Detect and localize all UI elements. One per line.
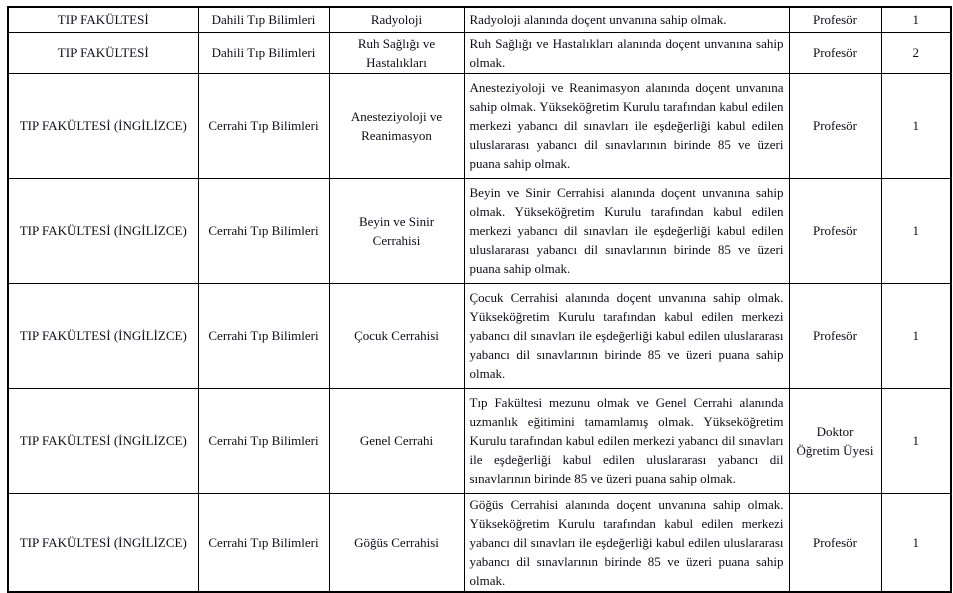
cell-title: Profesör: [789, 178, 881, 283]
cell-requirements: Beyin ve Sinir Cerrahisi alanında doçent unvanına sahip olmak. Yükseköğretim Kurulu tarafından kabul edilen merkezi yabancı dil sınavları ile eşdeğerliği kabul edilen uluslararası yabancı dil sınavlarının birinde 85 ve üzeri puana sahip olmak.: [464, 178, 789, 283]
cell-field: Beyin ve Sinir Cerrahisi: [329, 178, 464, 283]
table-row: [8, 493, 951, 592]
cell-faculty: TIP FAKÜLTESİ (İNGİLİZCE): [8, 283, 198, 388]
table-body: [8, 7, 951, 592]
cell-count: 1: [881, 178, 951, 283]
cell-faculty: TIP FAKÜLTESİ (İNGİLİZCE): [8, 178, 198, 283]
cell-count: 1: [881, 283, 951, 388]
cell-title: Profesör: [789, 32, 881, 73]
cell-count: 1: [881, 388, 951, 493]
cell-department: Cerrahi Tıp Bilimleri: [198, 73, 329, 178]
cell-department: Cerrahi Tıp Bilimleri: [198, 388, 329, 493]
cell-title: Profesör: [789, 283, 881, 388]
cell-title: Profesör: [789, 493, 881, 592]
cell-count: 2: [881, 32, 951, 73]
cell-field: Radyoloji: [329, 7, 464, 32]
cell-faculty: TIP FAKÜLTESİ (İNGİLİZCE): [8, 493, 198, 592]
table-row: [8, 73, 951, 178]
cell-title: Profesör: [789, 7, 881, 32]
cell-count: 1: [881, 493, 951, 592]
cell-requirements: Çocuk Cerrahisi alanında doçent unvanına sahip olmak. Yükseköğretim Kurulu tarafından kabul edilen merkezi yabancı dil sınavları ile eşdeğerliği kabul edilen uluslararası yabancı dil sınavlarının birinde 85 ve üzeri puana sahip olmak.: [464, 283, 789, 388]
cell-department: Cerrahi Tıp Bilimleri: [198, 493, 329, 592]
cell-requirements: Radyoloji alanında doçent unvanına sahip olmak.: [464, 7, 789, 32]
cell-count: 1: [881, 7, 951, 32]
cell-field: Ruh Sağlığı ve Hastalıkları: [329, 32, 464, 73]
cell-field: Göğüs Cerrahisi: [329, 493, 464, 592]
table-row: [8, 283, 951, 388]
cell-department: Cerrahi Tıp Bilimleri: [198, 178, 329, 283]
cell-faculty: TIP FAKÜLTESİ (İNGİLİZCE): [8, 73, 198, 178]
cell-department: Dahili Tıp Bilimleri: [198, 32, 329, 73]
cell-requirements: Tıp Fakültesi mezunu olmak ve Genel Cerrahi alanında uzmanlık eğitimini tamamlamış olmak. Yükseköğretim Kurulu tarafından kabul edilen merkezi yabancı dil sınavları ile eşdeğerliği kabul edilen uluslararası yabancı dil sınavlarının birinde 85 ve üzeri puana sahip olmak.: [464, 388, 789, 493]
table-row: [8, 32, 951, 73]
cell-title: Doktor Öğretim Üyesi: [789, 388, 881, 493]
cell-count: 1: [881, 73, 951, 178]
cell-faculty: TIP FAKÜLTESİ: [8, 7, 198, 32]
academic-positions-table: [7, 6, 952, 593]
cell-requirements: Ruh Sağlığı ve Hastalıkları alanında doçent unvanına sahip olmak.: [464, 32, 789, 73]
cell-requirements: Anesteziyoloji ve Reanimasyon alanında doçent unvanına sahip olmak. Yükseköğretim Kurulu tarafından kabul edilen merkezi yabancı dil sınavları ile eşdeğerliği kabul edilen uluslararası yabancı dil sınavlarının birinde 85 ve üzeri puana sahip olmak.: [464, 73, 789, 178]
cell-department: Dahili Tıp Bilimleri: [198, 7, 329, 32]
cell-requirements: Göğüs Cerrahisi alanında doçent unvanına sahip olmak. Yükseköğretim Kurulu tarafından kabul edilen merkezi yabancı dil sınavları ile eşdeğerliği kabul edilen uluslararası yabancı dil sınavlarının birinde 85 ve üzeri puana sahip olmak.: [464, 493, 789, 592]
cell-field: Anesteziyoloji ve Reanimasyon: [329, 73, 464, 178]
cell-faculty: TIP FAKÜLTESİ: [8, 32, 198, 73]
table-row: [8, 178, 951, 283]
table-row: [8, 388, 951, 493]
cell-faculty: TIP FAKÜLTESİ (İNGİLİZCE): [8, 388, 198, 493]
cell-title: Profesör: [789, 73, 881, 178]
cell-field: Genel Cerrahi: [329, 388, 464, 493]
table-row: [8, 7, 951, 32]
cell-department: Cerrahi Tıp Bilimleri: [198, 283, 329, 388]
cell-field: Çocuk Cerrahisi: [329, 283, 464, 388]
